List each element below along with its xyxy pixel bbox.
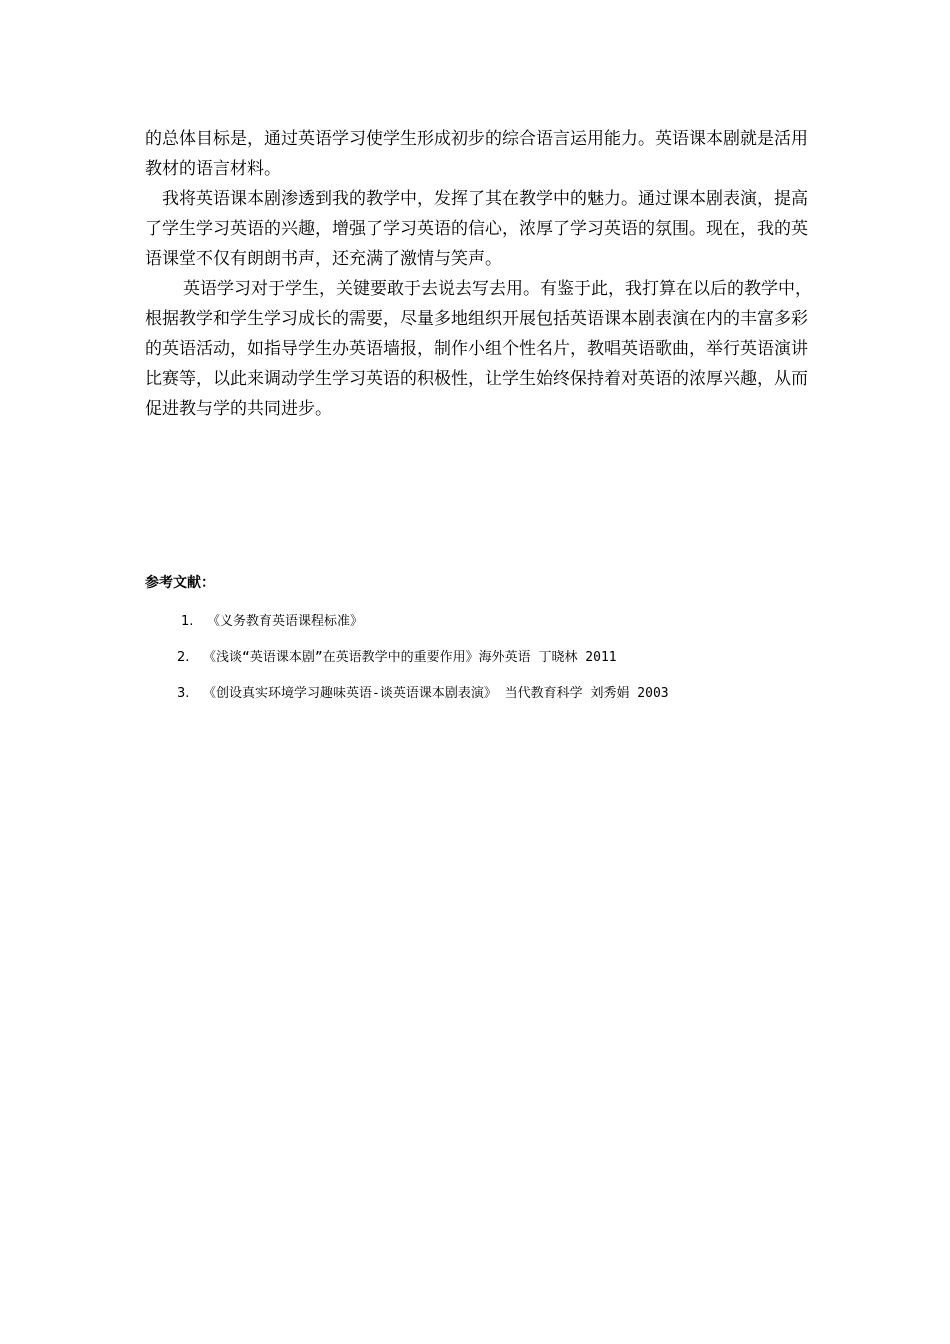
references-title: 参考文献： (145, 575, 215, 591)
reference-number: 1. (181, 614, 194, 629)
reference-number: 3. (177, 686, 190, 701)
paragraph-goal: 的总体目标是，通过英语学习使学生形成初步的综合语言运用能力。英语课本剧就是活用教材的语言材料。 (145, 129, 808, 179)
reference-list (145, 604, 845, 712)
reference-item-2 (145, 640, 845, 676)
paragraph-future-plan: 英语学习对于学生，关键要敢于去说去写去用。有鉴于此，我打算在以后的教学中，根据教学和学生学习成长的需要，尽量多地组织开展包括英语课本剧表演在内的丰富多彩的英语活动，如指导学生办英语墙报，制作小组个性名片，教唱英语歌曲，举行英语演讲比赛等，以此来调动学生学习英语的积极性，让学生始终保持着对英语的浓厚兴趣，从而促进教与学的共同进步。 (145, 279, 812, 419)
reference-text: 《浅谈“英语课本剧”在英语教学中的重要作用》海外英语 丁晓林 2011 (203, 650, 617, 665)
reference-text: 《义务教育英语课程标准》 (207, 614, 364, 629)
reference-item-1 (145, 604, 845, 640)
paragraph-textbook-drama: 我将英语课本剧渗透到我的教学中，发挥了其在教学中的魅力。通过课本剧表演，提高了学生学习英语的兴趣，增强了学习英语的信心，浓厚了学习英语的氛围。现在，我的英语课堂不仅有朗朗书声，还充满了激情与笑声。 (145, 189, 808, 269)
body-text (145, 124, 820, 424)
reference-item-3 (145, 676, 845, 712)
references-section (145, 568, 845, 712)
reference-number: 2. (177, 650, 190, 665)
reference-text: 《创设真实环境学习趣味英语-谈英语课本剧表演》 当代教育科学 刘秀娟 2003 (203, 686, 669, 701)
